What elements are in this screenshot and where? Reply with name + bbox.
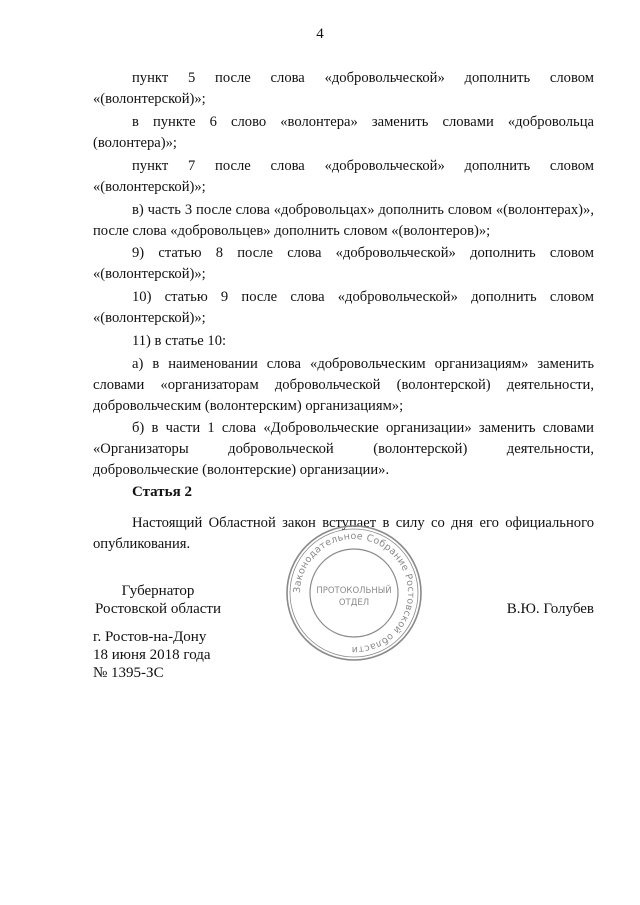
amendment-paragraph: пункт 5 после слова «добровольческой» дополнить словом «(волонтерской)»; (93, 70, 594, 107)
amendment-paragraph: а) в наименовании слова «добровольческим организациям» заменить словами «организаторам добровольческой (волонтерской) деятельности, добровольческим (волонтерским) организациям»; (93, 356, 594, 414)
signatory-name: В.Ю. Голубев (506, 601, 594, 617)
place-date-block (93, 628, 211, 682)
article-heading: Статья 2 (132, 484, 192, 500)
official-stamp (284, 523, 424, 663)
law-number: № 1395-ЗС (93, 665, 164, 681)
stamp-center-line2: ОТДЕЛ (338, 598, 370, 608)
city: г. Ростов-на-Дону (93, 629, 207, 645)
amendment-paragraph: пункт 7 после слова «добровольческой» дополнить словом «(волонтерской)»; (93, 158, 594, 195)
stamp-center-line1: ПРОТОКОЛЬНЫЙ (316, 586, 392, 596)
amendment-paragraph: 10) статью 9 после слова «добровольческой» дополнить словом «(волонтерской)»; (93, 289, 594, 326)
signature-role (93, 582, 223, 618)
amendment-paragraph: в пункте 6 слово «волонтера» заменить словами «добровольца (волонтера)»; (93, 114, 594, 151)
article-text: Настоящий Областной закон вступает в силу со дня его официального опубликования. (93, 515, 594, 552)
signature-role-line2: Ростовской области (95, 601, 221, 617)
amendment-paragraph: 9) статью 8 после слова «добровольческой» дополнить словом «(волонтерской)»; (93, 245, 594, 282)
date: 18 июня 2018 года (93, 647, 211, 663)
amendment-paragraph: б) в части 1 слова «Добровольческие организации» заменить словами «Организаторы добровольческой (волонтерской) деятельности, добровольческие (волонтерские) организации». (93, 420, 594, 478)
amendment-paragraph: 11) в статье 10: (132, 333, 227, 349)
signature-role-line1: Губернатор (121, 583, 195, 599)
amendment-paragraph: в) часть 3 после слова «добровольцах» дополнить словом «(волонтерах)», после слова «добровольцев» дополнить словом «(волонтеров)»; (93, 202, 594, 239)
page-number: 4 (316, 26, 324, 42)
stamp-ring-text: Законодательное Собрание Ростовской области (291, 530, 417, 656)
